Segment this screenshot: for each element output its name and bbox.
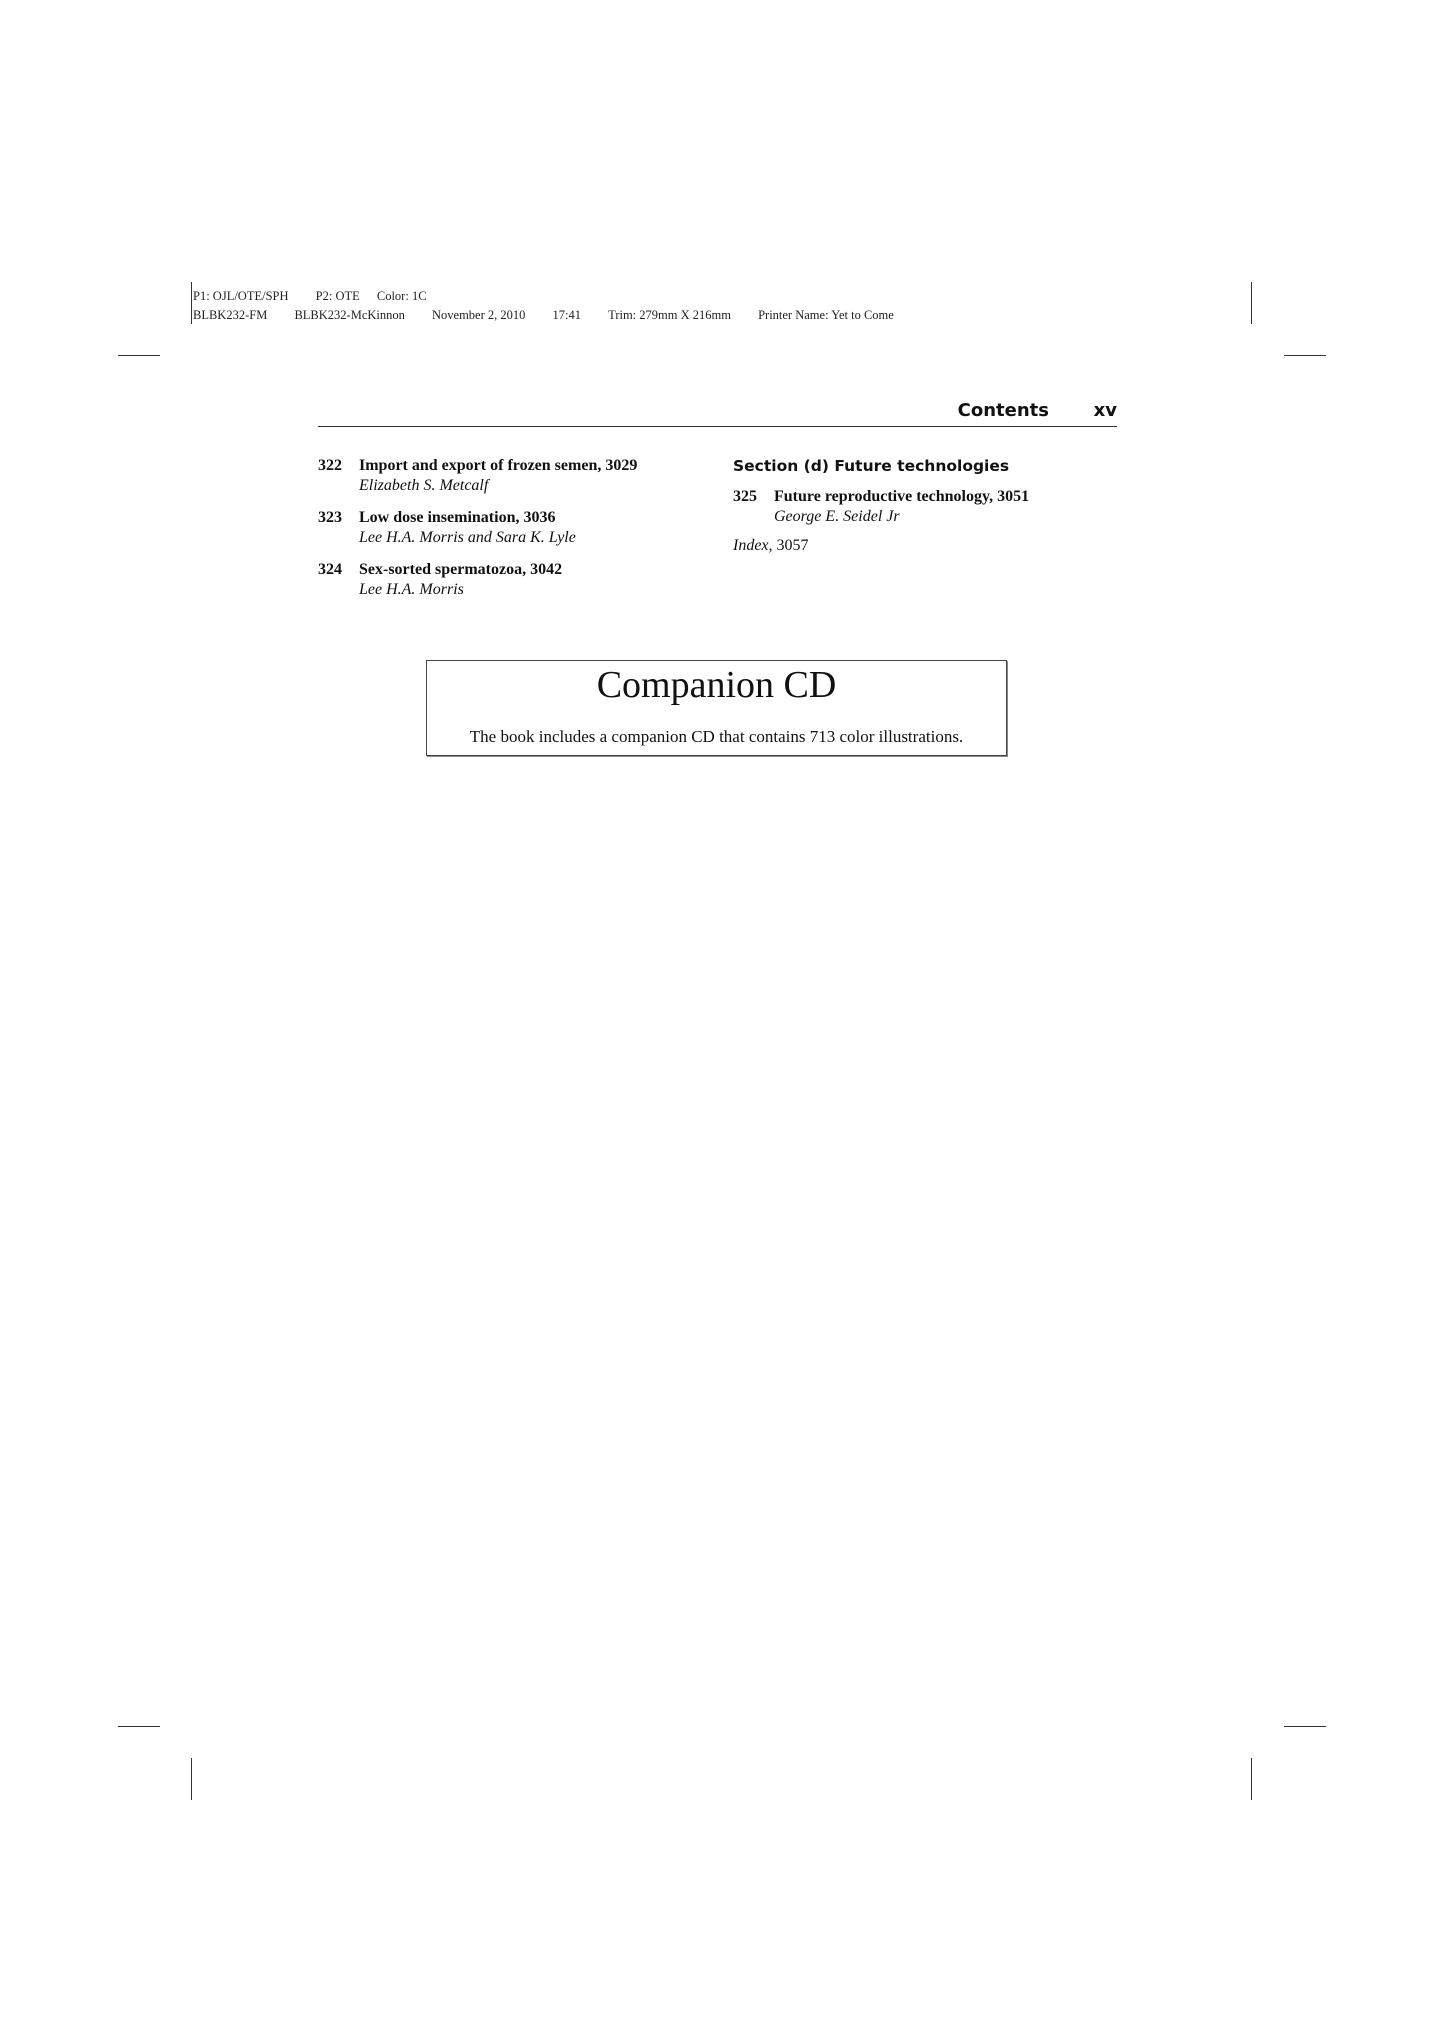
index-label: Index, bbox=[733, 537, 773, 554]
crop-mark-bottom-right-vertical bbox=[1251, 1758, 1252, 1800]
chapter-number: 323 bbox=[318, 509, 342, 526]
chapter-title: Sex-sorted spermatozoa, 3042 bbox=[359, 561, 563, 578]
chapter-number: 324 bbox=[318, 561, 342, 578]
chapter-number: 322 bbox=[318, 457, 342, 474]
running-head-page-number: xv bbox=[1093, 400, 1117, 421]
running-head bbox=[318, 400, 1117, 427]
slug-file: BLBK232-FM bbox=[193, 308, 268, 322]
chapter-number: 325 bbox=[733, 488, 757, 505]
crop-mark-top-right-horizontal bbox=[1284, 355, 1326, 356]
index-entry bbox=[733, 537, 809, 555]
chapter-title: Import and export of frozen semen, 3029 bbox=[359, 457, 638, 474]
chapter-author: Elizabeth S. Metcalf bbox=[359, 477, 489, 494]
companion-cd-box bbox=[426, 660, 1007, 756]
slug-color: Color: 1C bbox=[376, 289, 427, 303]
chapter-author: George E. Seidel Jr bbox=[774, 508, 900, 525]
crop-mark-top-right-vertical bbox=[1251, 282, 1252, 324]
index-page: 3057 bbox=[776, 537, 809, 554]
chapter-title: Low dose insemination, 3036 bbox=[359, 509, 556, 526]
crop-mark-bottom-right-horizontal bbox=[1284, 1726, 1326, 1727]
printer-slug-line-2 bbox=[193, 308, 894, 323]
chapter-title: Future reproductive technology, 3051 bbox=[774, 488, 1030, 505]
crop-mark-top-left-horizontal bbox=[118, 355, 160, 356]
chapter-author: Lee H.A. Morris and Sara K. Lyle bbox=[359, 529, 576, 546]
companion-cd-title: Companion CD bbox=[596, 664, 837, 706]
slug-printer: Printer Name: Yet to Come bbox=[758, 308, 894, 322]
crop-mark-top-left-vertical bbox=[191, 282, 192, 324]
running-head-title: Contents bbox=[957, 400, 1049, 421]
slug-trim: Trim: 279mm X 216mm bbox=[608, 308, 731, 322]
crop-mark-bottom-left-vertical bbox=[191, 1758, 192, 1800]
slug-p1: P1: OJL/OTE/SPH bbox=[193, 289, 289, 303]
printer-slug-line-1 bbox=[193, 289, 427, 304]
slug-time: 17:41 bbox=[552, 308, 581, 322]
slug-date: November 2, 2010 bbox=[432, 308, 526, 322]
chapter-author: Lee H.A. Morris bbox=[359, 581, 464, 598]
section-heading: Section (d) Future technologies bbox=[733, 457, 1010, 475]
slug-p2: P2: OTE bbox=[315, 289, 360, 303]
companion-cd-text: The book includes a companion CD that contains 713 color illustrations. bbox=[469, 727, 964, 746]
crop-mark-bottom-left-horizontal bbox=[118, 1726, 160, 1727]
slug-book: BLBK232-McKinnon bbox=[294, 308, 405, 322]
